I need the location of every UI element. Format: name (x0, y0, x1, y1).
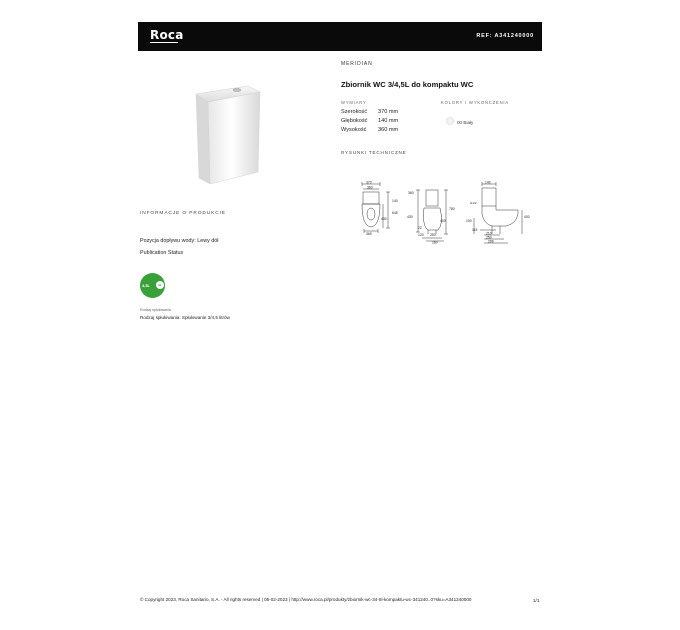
dim-label: 645 (392, 211, 398, 215)
flush-type-label: Rodzaj spłukiwania (140, 308, 171, 312)
dimension-key: Głębokość (341, 118, 368, 124)
dim-label: 140 (485, 180, 491, 185)
dim-label: 250 (430, 233, 436, 237)
dim-label: 360 (367, 185, 373, 190)
color-name: 00 Biały (457, 120, 474, 125)
product-image (190, 80, 264, 190)
header-bar (138, 22, 542, 51)
dim-label: 430 (381, 217, 387, 221)
footer-copyright: © Copyright 2023, Roca Sanitario, S.A. - All rights reserved | 05-02-2023 | http://www.roca.pl/produkty/zbiornik-wc-34-5l-kompaktu-wc-341240..0?sku=A341240000 (140, 597, 472, 602)
dim-label: 299 (488, 239, 494, 244)
publication-status: Publication Status (140, 250, 184, 256)
logo-underline (150, 42, 178, 43)
dimension-value: 360 mm (378, 127, 399, 133)
dimension-value: 370 mm (378, 109, 399, 115)
dim-label: 430 (407, 215, 413, 219)
dim-label: 140 (392, 199, 398, 203)
dim-label: 400 (524, 215, 530, 219)
dim-label: 260 (432, 240, 438, 244)
eco-flush-badge (140, 273, 165, 298)
dim-label: 120 (418, 233, 424, 237)
dim-label: G1/2 (470, 201, 477, 205)
product-ref: REF: A341240000 (476, 33, 534, 39)
technical-drawing-profile[interactable] (466, 180, 538, 246)
eco-badge-text: 4,5L (142, 283, 151, 288)
dim-label: 370 (366, 180, 372, 185)
page-number: 1/1 (533, 598, 540, 603)
colors-label: KOLORY I WYKOŃCZENIA (441, 100, 509, 105)
product-title: Zbiornik WC 3/4,5L do kompaktu WC (341, 80, 474, 89)
dimension-key: Szerokość (341, 109, 368, 115)
eco-badge-inner: 3L (156, 281, 164, 289)
dim-label: 22 (418, 226, 422, 230)
dim-label: 360 (408, 191, 414, 195)
dim-label: 115 (472, 228, 478, 232)
dimension-value: 140 mm (378, 118, 399, 124)
dim-label: 369 (366, 232, 372, 236)
dim-label: 250 (486, 235, 492, 240)
product-info-label: INFORMACJE O PRODUKCIE (140, 211, 226, 216)
dimension-row-depth (341, 118, 398, 124)
color-swatch-white[interactable] (446, 117, 454, 125)
water-inlet-position: Pozycja dopływu wody: Lewy dół (140, 238, 219, 244)
dimensions-label: WYMIARY (341, 100, 367, 105)
collection-name: MERIDIAN (341, 61, 373, 67)
dimension-row-width (341, 109, 398, 115)
dimension-row-height (341, 127, 398, 133)
dim-label: 100 (466, 219, 472, 223)
technical-drawing-side[interactable] (404, 186, 462, 244)
drawings-label: RYSUNKI TECHNICZNE (341, 150, 407, 155)
brand-logo[interactable]: Roca (150, 28, 184, 42)
dim-label: 400 (440, 219, 446, 223)
dim-label: 780 (449, 207, 455, 211)
flush-type-value: Rodzaj spłukiwania: Spłukiwanie 3/4,5 litrów (140, 315, 230, 320)
technical-drawing-front[interactable] (352, 180, 412, 236)
dimension-key: Wysokość (341, 127, 367, 133)
dim-label: 210 (486, 231, 492, 236)
